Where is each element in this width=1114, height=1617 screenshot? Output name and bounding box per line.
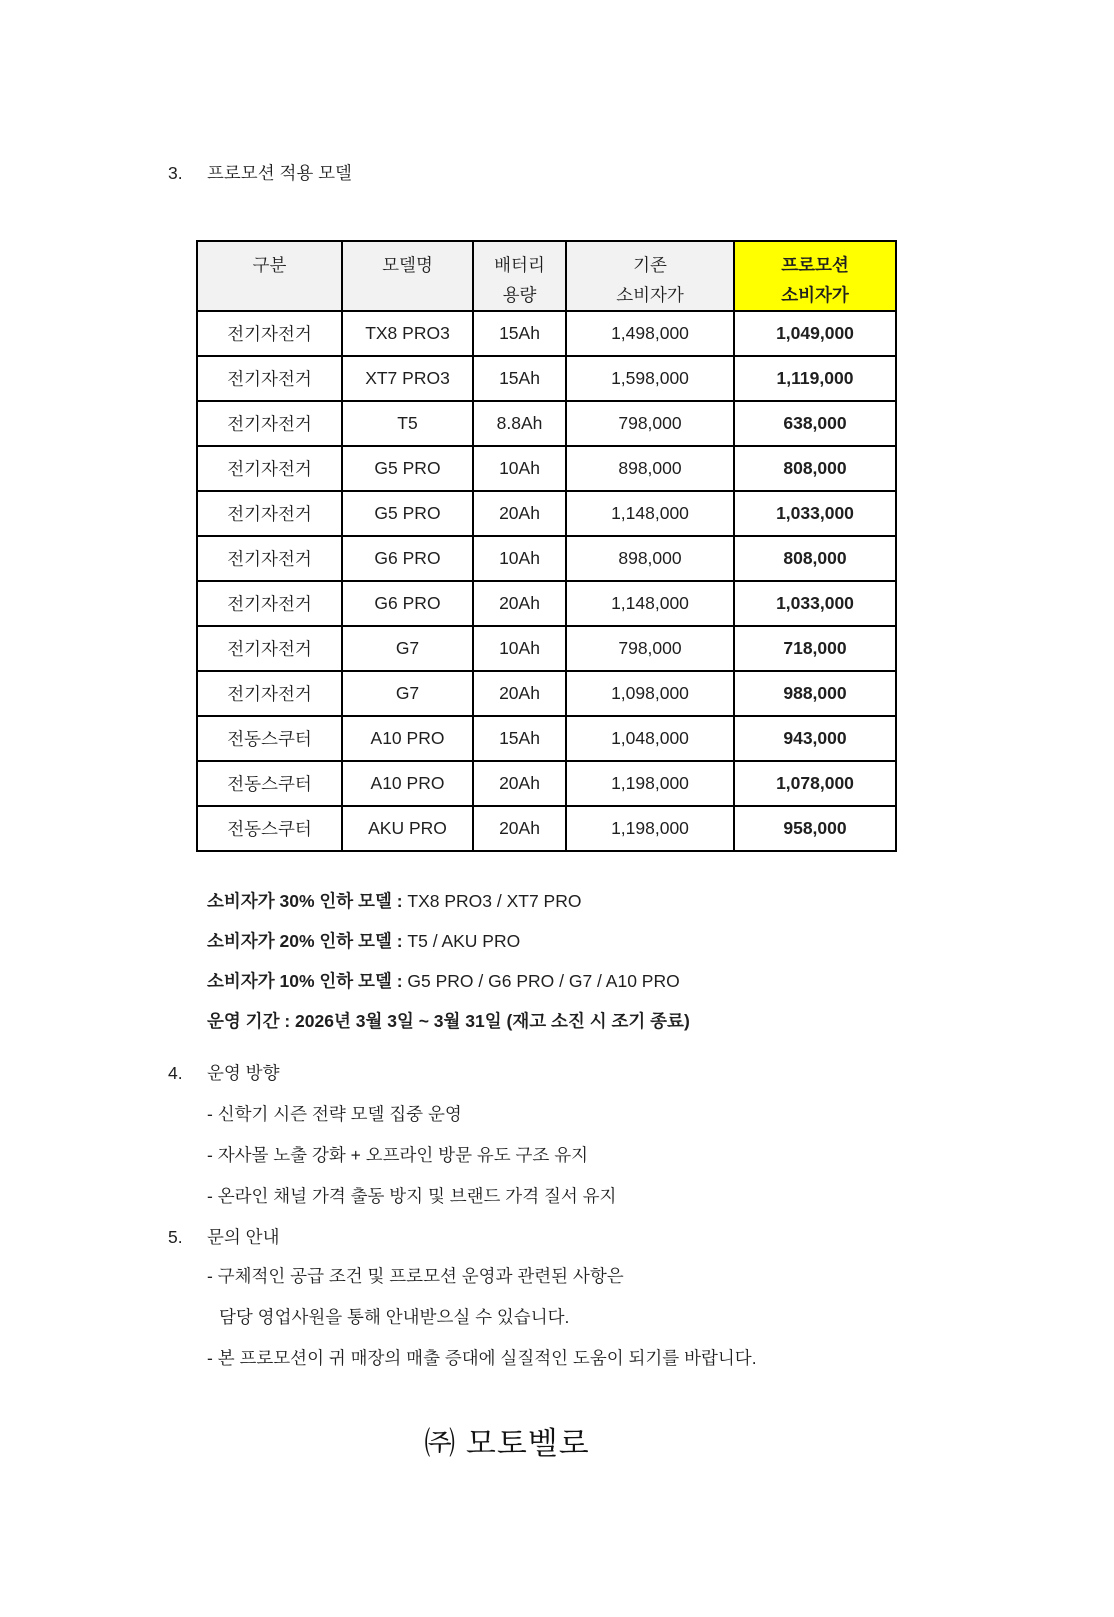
table-header-row [197, 241, 896, 311]
table-row [197, 671, 896, 716]
table-cell: 20Ah [473, 581, 566, 626]
table-row [197, 716, 896, 761]
table-cell: 1,148,000 [566, 491, 734, 536]
table-cell: XT7 PRO3 [342, 356, 473, 401]
table-cell: 958,000 [734, 806, 896, 851]
list-item: 담당 영업사원을 통해 안내받으실 수 있습니다. [219, 1307, 570, 1327]
list-item: - 온라인 채널 가격 출동 방지 및 브랜드 가격 질서 유지 [207, 1186, 617, 1206]
table-cell: 전동스쿠터 [197, 761, 342, 806]
table-cell: 943,000 [734, 716, 896, 761]
table-cell: A10 PRO [342, 761, 473, 806]
table-cell: 전기자전거 [197, 401, 342, 446]
section3-number: 3. [168, 163, 183, 183]
table-cell: 10Ah [473, 536, 566, 581]
table-row [197, 311, 896, 356]
table-row [197, 491, 896, 536]
table-body [197, 311, 896, 851]
table-cell: 전기자전거 [197, 356, 342, 401]
list-item: - 자사몰 노출 강화 + 오프라인 방문 유도 구조 유지 [207, 1145, 588, 1165]
section5-heading [168, 1224, 279, 1249]
section5-items [207, 1263, 757, 1386]
section3-title: 프로모션 적용 모델 [207, 163, 352, 183]
table-cell: 798,000 [566, 401, 734, 446]
table-cell: 10Ah [473, 626, 566, 671]
promotion-model-table [196, 240, 897, 852]
table-cell: 1,198,000 [566, 761, 734, 806]
table-cell: TX8 PRO3 [342, 311, 473, 356]
table-cell: 898,000 [566, 536, 734, 581]
table-header-cell: 배터리 용량 [473, 241, 566, 311]
table-cell: T5 [342, 401, 473, 446]
table-header-cell: 기존 소비자가 [566, 241, 734, 311]
table-cell: 8.8Ah [473, 401, 566, 446]
table-cell: 15Ah [473, 356, 566, 401]
table-cell: 638,000 [734, 401, 896, 446]
table-cell: 20Ah [473, 761, 566, 806]
section4-items [207, 1101, 616, 1224]
section4-title: 운영 방향 [207, 1063, 280, 1083]
table-cell: G7 [342, 671, 473, 716]
note-line: 운영 기간 : 2026년 3월 3일 ~ 3월 31일 (재고 소진 시 조기 종료) [207, 1011, 690, 1031]
table-cell: G6 PRO [342, 536, 473, 581]
table-cell: 전기자전거 [197, 626, 342, 671]
table-header-cell: 모델명 [342, 241, 473, 311]
table-cell: 798,000 [566, 626, 734, 671]
table-cell: G7 [342, 626, 473, 671]
list-item: - 본 프로모션이 귀 매장의 매출 증대에 실질적인 도움이 되기를 바랍니다. [207, 1348, 757, 1368]
table-cell: 808,000 [734, 446, 896, 491]
table-cell: 1,078,000 [734, 761, 896, 806]
table-cell: 20Ah [473, 491, 566, 536]
table-cell: 전기자전거 [197, 491, 342, 536]
note-line: 소비자가 10% 인하 모델 : G5 PRO / G6 PRO / G7 / A10 PRO [207, 971, 680, 991]
table-header-cell: 구분 [197, 241, 342, 311]
table-cell: 전기자전거 [197, 446, 342, 491]
table-cell: 808,000 [734, 536, 896, 581]
table-cell: 1,198,000 [566, 806, 734, 851]
table-cell: 1,498,000 [566, 311, 734, 356]
table-cell: 1,033,000 [734, 581, 896, 626]
table-cell: A10 PRO [342, 716, 473, 761]
notes [207, 888, 690, 1048]
table-cell: 988,000 [734, 671, 896, 716]
section5-title: 문의 안내 [207, 1227, 280, 1247]
section4-number: 4. [168, 1063, 183, 1083]
table-cell: 1,098,000 [566, 671, 734, 716]
section3-heading [168, 160, 352, 185]
note-line: 소비자가 20% 인하 모델 : T5 / AKU PRO [207, 931, 521, 951]
table-cell: 전기자전거 [197, 671, 342, 716]
section4-heading [168, 1060, 279, 1085]
table-row [197, 356, 896, 401]
table-cell: 1,119,000 [734, 356, 896, 401]
table-row [197, 806, 896, 851]
table-row [197, 446, 896, 491]
table-cell: 10Ah [473, 446, 566, 491]
table-cell: G6 PRO [342, 581, 473, 626]
table-cell: 1,049,000 [734, 311, 896, 356]
table-cell: 1,598,000 [566, 356, 734, 401]
section5-number: 5. [168, 1227, 183, 1247]
table-row [197, 401, 896, 446]
table-cell: 15Ah [473, 716, 566, 761]
table-cell: 20Ah [473, 806, 566, 851]
table-cell: 전기자전거 [197, 311, 342, 356]
table-cell: 전기자전거 [197, 581, 342, 626]
table-cell: 1,048,000 [566, 716, 734, 761]
table-cell: G5 PRO [342, 491, 473, 536]
table-cell: 전동스쿠터 [197, 716, 342, 761]
table-cell: 전기자전거 [197, 536, 342, 581]
table-header-cell: 프로모션 소비자가 [734, 241, 896, 311]
table-row [197, 626, 896, 671]
table-cell: AKU PRO [342, 806, 473, 851]
list-item: - 구체적인 공급 조건 및 프로모션 운영과 관련된 사항은 [207, 1266, 624, 1286]
note-line: 소비자가 30% 인하 모델 : TX8 PRO3 / XT7 PRO [207, 891, 582, 911]
table-row [197, 761, 896, 806]
table-cell: 20Ah [473, 671, 566, 716]
table-cell: 898,000 [566, 446, 734, 491]
table-row [197, 581, 896, 626]
table-cell: 718,000 [734, 626, 896, 671]
list-item: - 신학기 시즌 전략 모델 집중 운영 [207, 1104, 462, 1124]
table-row [197, 536, 896, 581]
company-signature: ㈜ 모토벨로 [424, 1426, 590, 1461]
table-cell: 전동스쿠터 [197, 806, 342, 851]
table-cell: G5 PRO [342, 446, 473, 491]
table-cell: 1,148,000 [566, 581, 734, 626]
table-cell: 1,033,000 [734, 491, 896, 536]
table-cell: 15Ah [473, 311, 566, 356]
